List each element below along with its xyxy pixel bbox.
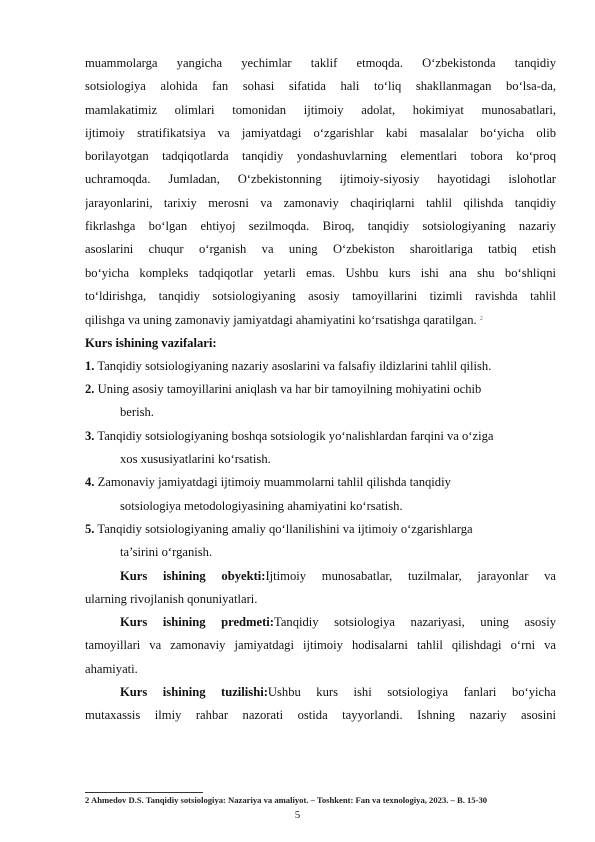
text-line-last [85, 308, 556, 331]
task-number: 5. [85, 521, 95, 536]
task-text-continuation: sotsiologiya metodologiyasining ahamiyatini ko‘rsatish. [120, 498, 403, 513]
subject-label: Kurs ishining predmeti: [120, 615, 275, 630]
task-text-continuation: ta’sirini o‘rganish. [120, 545, 213, 560]
text-line: to‘ldirishga, tanqidiy sotsiologiyaning asosiy tamoyillarini tizimli ravishda tahlil [85, 288, 556, 303]
footnote-separator [85, 792, 203, 793]
structure-paragraph [85, 681, 556, 728]
text-line [85, 681, 556, 704]
text-line-last-content: qilishga va uning zamonaviy jamiyatdagi ahamiyatini ko‘rsatishga qaratilgan. [85, 313, 477, 328]
object-label: Kurs ishining obyekti: [120, 568, 266, 583]
task-text: Uning asosiy tamoyillarini aniqlash va har bir tamoyilning mohiyatini ochib [97, 382, 482, 397]
task-number: 2. [85, 382, 95, 397]
task-text: Tanqidiy sotsiologiyaning boshqa sotsiologik yo‘nalishlardan farqini va o‘ziga [97, 428, 494, 443]
text-line: mamlakatimiz olimlari tomonidan ijtimoiy adolat, hokimiyat munosabatlari, [85, 102, 556, 117]
task-text-continuation: xos xususiyatlarini ko‘rsatish. [120, 452, 271, 467]
task-item [85, 378, 556, 401]
document-body [85, 52, 556, 728]
task-text: Tanqidiy sotsiologiyaning nazariy asoslarini va falsafiy ildizlarini tahlil qilish. [97, 358, 492, 373]
intro-paragraph [85, 52, 556, 332]
task-text-continuation: berish. [120, 405, 154, 420]
text-line: ahamiyati. [85, 661, 138, 676]
structure-text: Ushbu kurs ishi sotsiologiya fanlari bo‘yicha [267, 685, 556, 700]
task-number: 4. [85, 475, 95, 490]
task-text: Tanqidiy sotsiologiyaning amaliy qo‘llanilishini va ijtimoiy o‘zgarishlarga [97, 521, 473, 536]
task-item [85, 471, 556, 494]
text-line: jarayonlarini, tarixiy merosni va zamonaviy chaqiriqlarni tahlil qilishda tanqidiy [85, 195, 556, 210]
subject-paragraph [85, 611, 556, 681]
tasks-list [85, 355, 556, 565]
task-item [85, 355, 556, 378]
tasks-heading [85, 332, 556, 355]
text-line: ijtimoiy stratifikatsiya va jamiyatdagi o‘zgarishlar kabi masalalar bo‘yicha olib [85, 125, 556, 140]
text-line: muammolarga yangicha yechimlar taklif etmoqda. O‘zbekistonda tanqidiy [85, 56, 556, 70]
footnote-reference[interactable]: 2 [479, 316, 483, 323]
footnote-number: 2 [85, 795, 90, 805]
task-number: 1. [85, 358, 95, 373]
text-line [85, 611, 556, 634]
structure-label: Kurs ishining tuzilishi: [120, 685, 268, 700]
text-line: sotsiologiya alohida fan sohasi sifatida hali to‘liq shakllanmagan bo‘lsa-da, [85, 79, 556, 94]
text-line: tamoyillari va zamonaviy jamiyatdagi ijtimoiy hodisalarni tahlil qilishdagi o‘rni va [85, 638, 556, 653]
text-line: ularning rivojlanish qonuniyatlari. [85, 591, 258, 606]
task-number: 3. [85, 428, 95, 443]
task-text: Zamonaviy jamiyatdagi ijtimoiy muammolarni tahlil qilishda tanqidiy [97, 475, 451, 490]
text-line: fikrlashga bo‘lgan ehtiyoj sezilmoqda. Biroq, tanqidiy sotsiologiyaning nazariy [85, 219, 556, 234]
page-number: 5 [294, 809, 301, 821]
task-item [85, 425, 556, 448]
text-line: uchramoqda. Jumladan, O‘zbekistonning ijtimoiy-siyosiy hayotidagi islohotlar [85, 172, 556, 187]
object-text: Ijtimoiy munosabatlar, tuzilmalar, jarayonlar va [265, 568, 556, 583]
object-paragraph [85, 565, 556, 612]
tasks-heading-text: Kurs ishining vazifalari: [85, 335, 217, 350]
footnote-text: Ahmedov D.S. Tanqidiy sotsiologiya: Nazariya va amaliyot. – Toshkent: Fan va texnologiya, 2023. – B. 15-30 [90, 795, 488, 805]
text-line: bo‘yicha kompleks tadqiqotlar yetarli emas. Ushbu kurs ishi ana shu bo‘shliqni [85, 265, 556, 280]
text-line [85, 565, 556, 588]
subject-text: Tanqidiy sotsiologiya nazariyasi, uning asosiy [274, 615, 556, 630]
text-line: mutaxassis ilmiy rahbar nazorati ostida tayyorlandi. Ishning nazariy asosini [85, 708, 556, 723]
footnote [85, 795, 487, 805]
text-line: asoslarini chuqur o‘rganish va uning O‘zbekiston sharoitlariga tatbiq etish [85, 242, 556, 257]
text-line: borilayotgan tadqiqotlarda tanqidiy yondashuvlarning elementlari tobora ko‘proq [85, 149, 556, 164]
task-item [85, 518, 556, 541]
